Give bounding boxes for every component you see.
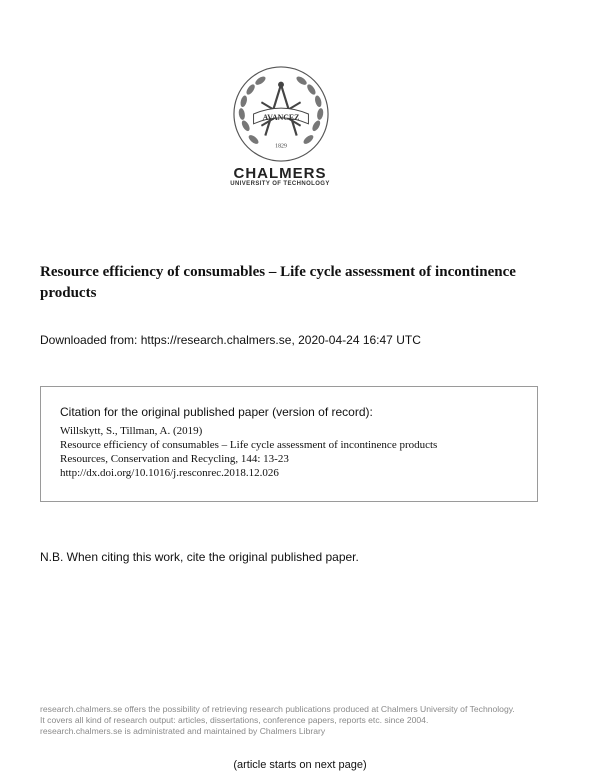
footer-line-1: research.chalmers.se offers the possibility of retrieving research publications produced at Chalmers University of Technology.: [40, 704, 515, 714]
paper-title: Resource efficiency of consumables – Life cycle assessment of incontinence products: [40, 264, 516, 301]
download-info: Downloaded from: https://research.chalmers.se, 2020-04-24 16:47 UTC: [40, 333, 421, 347]
citation-authors: Willskytt, S., Tillman, A. (2019): [60, 425, 203, 437]
article-start-note: (article starts on next page): [233, 759, 367, 771]
seal-motto: AVANCEZ: [262, 112, 300, 122]
citation-doi-link[interactable]: http://dx.doi.org/10.1016/j.resconrec.2018.12.026: [60, 467, 279, 479]
citation-note: N.B. When citing this work, cite the original published paper.: [40, 550, 359, 564]
chalmers-seal-logo: [232, 65, 330, 163]
citation-journal: Resources, Conservation and Recycling, 144: 13-23: [60, 453, 289, 465]
footer-line-3: research.chalmers.se is administrated and maintained by Chalmers Library: [40, 726, 326, 736]
footer-line-2: It covers all kind of research output: articles, dissertations, conference papers, reports etc. since 2004.: [40, 715, 429, 725]
citation-heading: Citation for the original published paper (version of record):: [60, 405, 373, 419]
brand-subtitle: UNIVERSITY OF TECHNOLOGY: [230, 181, 330, 187]
seal-year: 1829: [275, 143, 287, 150]
citation-title: Resource efficiency of consumables – Life cycle assessment of incontinence products: [60, 439, 438, 451]
brand-name: CHALMERS: [233, 165, 327, 182]
